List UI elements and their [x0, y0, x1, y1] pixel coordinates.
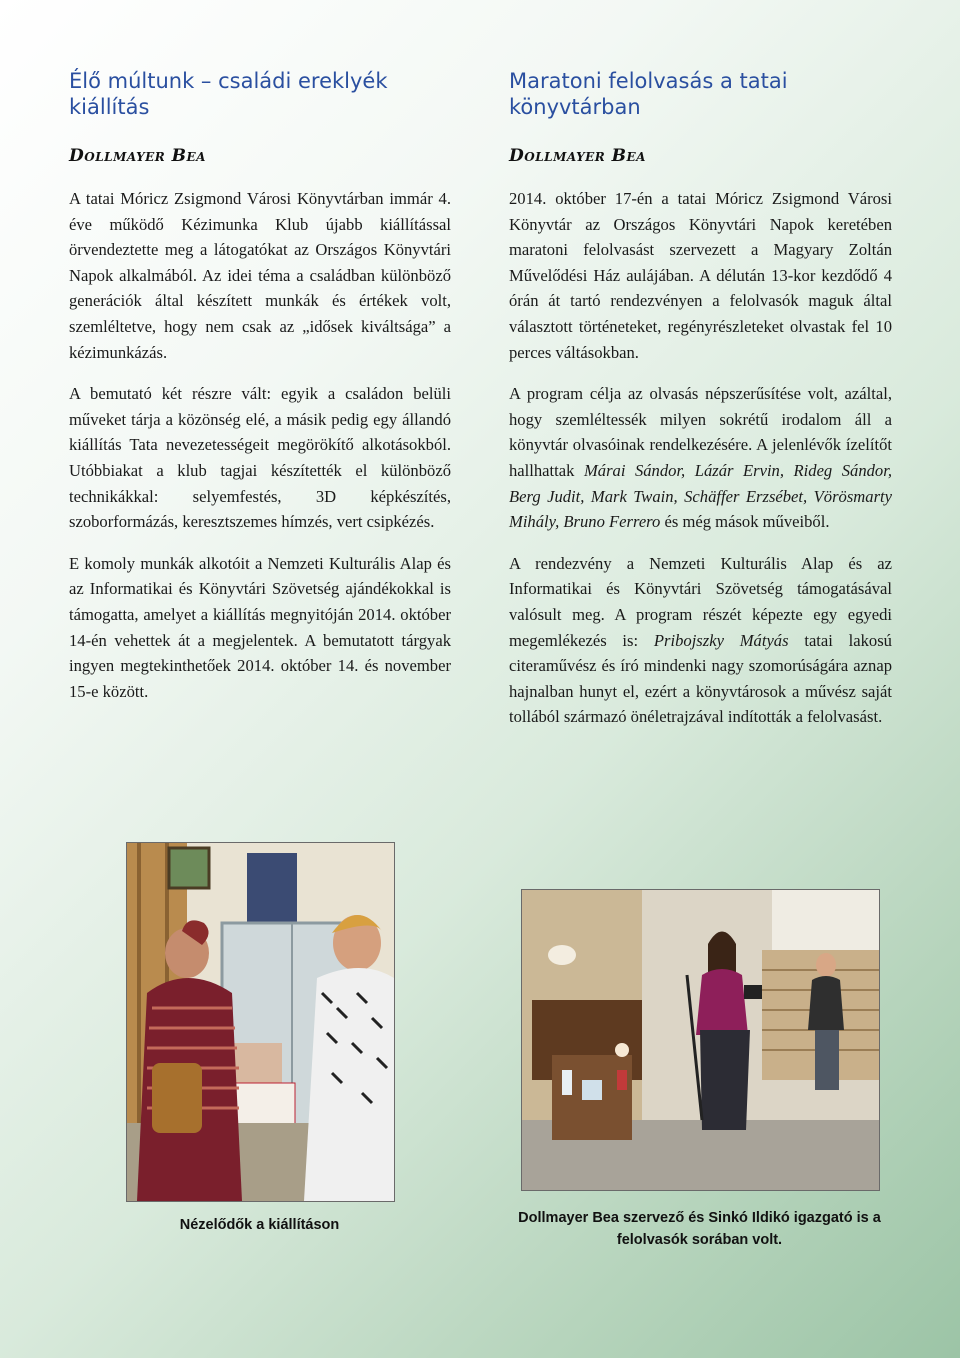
right-paragraph-2: A program célja az olvasás népszerűsítése volt, azáltal, hogy szemléltessék milyen sokrétű irodalom áll a könyvtár olvasóinak rendelkezésére. A jelenlévők ízelítőt hallhattak Márai Sándor, Lázár Ervin, Rideg Sándor, Berg Judit, Mark Twain, Schäffer Erzsébet, Vörösmarty Mihály, Bruno Ferrero és még mások műveiből. — [509, 384, 892, 532]
right-article-body — [509, 186, 892, 746]
reading-photo — [521, 889, 880, 1191]
right-article-title: Maratoni felolvasás a tatai könyvtárban — [509, 69, 788, 119]
left-paragraph-1: A tatai Móricz Zsigmond Városi Könyvtárban immár 4. éve működő Kézimunka Klub újabb kiállítással örvendeztette meg a látogatókat az Országos Könyvtári Napok alkalmából. Az idei téma a családban különböző generációk által készített munkák és értékek volt, szemléltetve, hogy nem csak az „idősek kiváltsága” a kézimunkázás. — [69, 189, 451, 362]
left-paragraph-3: E komoly munkák alkotóit a Nemzeti Kulturális Alap és az Informatikai és Könyvtári Szövetség ajándékokkal is támogatta, amelyet a kiállítás megnyitóján 2014. október 14-én vehettek át a megjelentek. A bemutatott tárgyak ingyen megtekinthetőek 2014. október 14. és november 15-e között. — [69, 553, 451, 701]
right-article-author: Dollmayer Bea — [509, 146, 646, 166]
left-paragraph-2: A bemutató két részre vált: egyik a családon belüli műveket tárja a közönség elé, a másik pedig egy állandó kiállítás Tata nevezetességeit megörökítő alkotásokból. Utóbbiakat a klub tagjai készítették el különböző technikákkal: selyemfestés, 3D képkészítés, szoborformázás, keresztszemes hímzés, vert csipkézés. — [69, 384, 451, 532]
left-article-body — [69, 186, 451, 720]
right-paragraph-1: 2014. október 17-én a tatai Móricz Zsigmond Városi Könyvtár az Országos Könyvtári Napok keretében maratoni felolvasást szervezett a Magyary Zoltán Művelődési Ház aulájában. A délután 13-kor kezdődő 4 órán át tartó rendezvényen a felolvasók maguk által választott történeteket, regényrészleteket olvastak fel 10 perces váltásokban. — [509, 189, 892, 362]
reading-photo-caption: Dollmayer Bea szervező és Sinkó Ildikó igazgató is a felolvasók sorában volt. — [518, 1210, 881, 1248]
artist-name: Pribojszky Mátyás — [653, 630, 789, 650]
left-article-author: Dollmayer Bea — [69, 146, 206, 166]
exhibition-photo-caption: Nézelődők a kiállításon — [179, 1217, 340, 1233]
right-paragraph-3: A rendezvény a Nemzeti Kulturális Alap és az Informatikai és Könyvtári Szövetség támogatásával valósult meg. A program részét képezte egy egyedi megemlékezés is: Pribojszky Mátyás tatai lakosú citeraművész és író mindenki nagy szomorúságára aznap hajnalban hunyt el, ezért a könyvtárosok a művész saját tollából származó önéletrajzával indították a felolvasást. — [509, 553, 892, 727]
author-list: Márai Sándor, Lázár Ervin, Rideg Sándor, Berg Judit, Mark Twain, Schäffer Erzsébet, Vörösmarty Mihály, Bruno Ferrero — [509, 460, 892, 532]
exhibition-photo — [126, 842, 395, 1202]
left-article-title: Élő múltunk – családi ereklyék kiállítás — [69, 69, 388, 119]
